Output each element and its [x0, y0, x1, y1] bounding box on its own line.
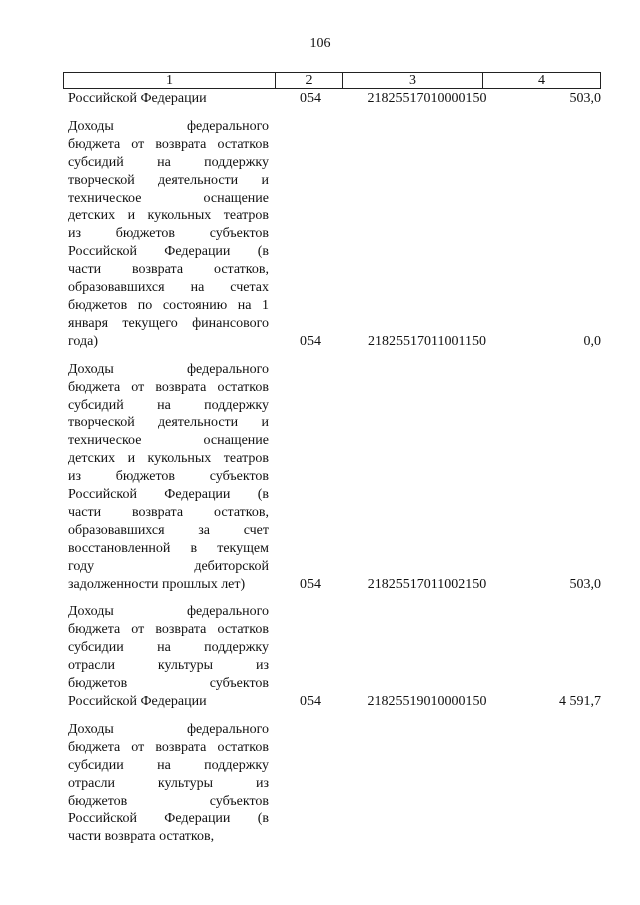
description-line: отрасли культуры из	[68, 775, 269, 791]
description-line: бюджета от возврата остатков	[68, 739, 269, 755]
description-line: Российской Федерации (в	[68, 811, 269, 827]
header-col-4: 4	[538, 73, 545, 88]
table-row	[68, 90, 601, 108]
admin-code: 054	[300, 91, 321, 106]
description-line: творческой деятельности и	[68, 172, 269, 188]
description-line: субсидий на поддержку	[68, 397, 269, 413]
description-line: субсидии на поддержку	[68, 640, 269, 656]
description-line: Российской Федерации (в	[68, 487, 269, 503]
description-line: части возврата остатков,	[68, 504, 269, 520]
amount: 4 591,7	[559, 694, 601, 709]
header-col-1: 1	[64, 73, 276, 88]
description-line: года)	[68, 333, 98, 349]
budget-classification-code: 21825517011002150	[367, 576, 487, 592]
description-line: бюджетов по состоянию на 1	[68, 297, 269, 313]
table-body	[68, 90, 601, 846]
description-line: детских и кукольных театров	[68, 451, 269, 467]
description-line: техническое оснащение	[68, 190, 269, 206]
description-line: Доходы федерального	[68, 361, 269, 377]
description-line: бюджета от возврата остатков	[68, 379, 269, 395]
amount: 503,0	[569, 91, 601, 106]
description-line: отрасли культуры из	[68, 658, 269, 674]
description-line: задолженности прошлых лет)	[68, 576, 246, 592]
description-line: января текущего финансового	[68, 315, 269, 331]
header-col-2: 2	[276, 73, 343, 88]
row-description	[68, 603, 269, 710]
description-line: бюджетов субъектов	[68, 676, 269, 692]
row-description	[68, 118, 269, 351]
budget-classification-code: 21825519010000150	[367, 694, 487, 709]
description-line: субсидий на поддержку	[68, 154, 269, 170]
amount: 503,0	[569, 576, 601, 592]
description-line: Доходы федерального	[68, 118, 269, 134]
description-line: творческой деятельности и	[68, 415, 269, 431]
description-line: восстановленной в текущем	[68, 540, 269, 556]
row-description	[68, 90, 269, 108]
description-line: бюджета от возврата остатков	[68, 136, 269, 152]
description-line: детских и кукольных театров	[68, 208, 269, 224]
table-row	[68, 361, 601, 594]
admin-code: 054	[300, 694, 321, 709]
description-line: из бюджетов субъектов	[68, 469, 269, 485]
description-line: бюджетов субъектов	[68, 793, 269, 809]
description-line: образовавшихся на счетах	[68, 280, 269, 296]
description-line: части возврата остатков,	[68, 829, 215, 845]
header-col-3: 3	[343, 73, 483, 88]
table-header	[63, 72, 601, 89]
description-line: из бюджетов субъектов	[68, 226, 269, 242]
row-description	[68, 361, 269, 594]
description-line: техническое оснащение	[68, 433, 269, 449]
description-line: субсидии на поддержку	[68, 757, 269, 773]
description-line: Доходы федерального	[68, 604, 269, 620]
budget-classification-code: 21825517011001150	[368, 333, 486, 349]
description-line: Российской Федерации	[68, 91, 207, 106]
admin-code: 054	[300, 333, 321, 349]
page-number: 106	[309, 36, 331, 51]
admin-code: 054	[300, 576, 321, 592]
description-line: году дебиторской	[68, 558, 269, 574]
table-row	[68, 721, 601, 846]
description-line: бюджета от возврата остатков	[68, 622, 269, 638]
table-row	[68, 603, 601, 710]
amount: 0,0	[583, 333, 601, 349]
description-line: Российской Федерации (в	[68, 244, 269, 260]
description-line: части возврата остатков,	[68, 262, 269, 278]
table-row	[68, 118, 601, 351]
budget-classification-code: 21825517010000150	[367, 91, 487, 106]
description-line: образовавшихся за счет	[68, 522, 269, 538]
description-line: Российской Федерации	[68, 694, 207, 709]
row-description	[68, 721, 269, 846]
description-line: Доходы федерального	[68, 721, 269, 737]
